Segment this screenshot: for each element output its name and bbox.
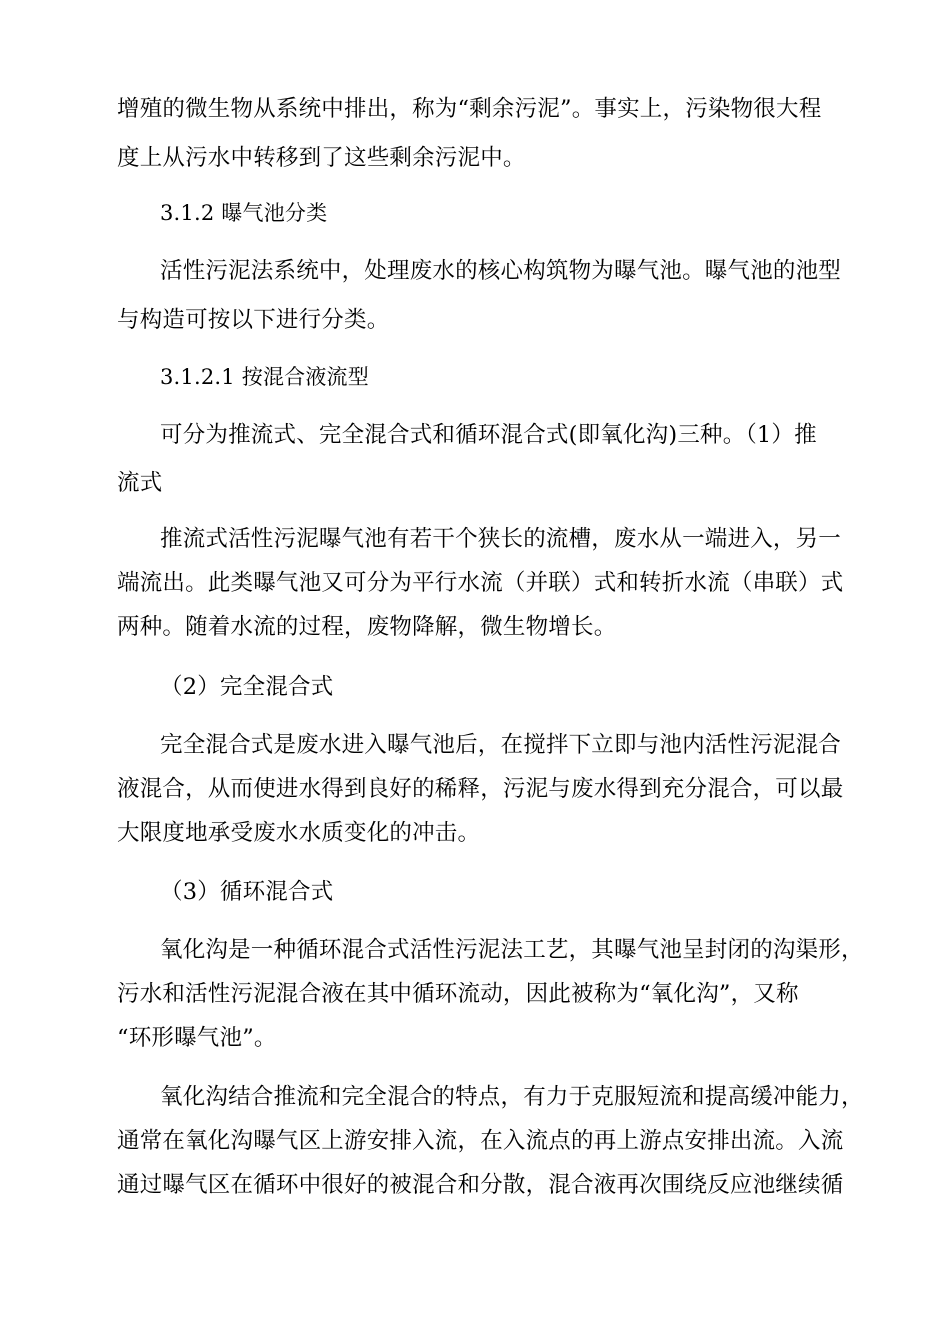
paragraph-line: 通常在氧化沟曝气区上游安排入流，在入流点的再上游点安排出流。入流 — [117, 1128, 844, 1154]
section-heading: 3.1.2.1 按混合液流型 — [160, 365, 369, 389]
paragraph-line: 增殖的微生物从系统中排出，称为“剩余污泥”。事实上，污染物很大程 — [117, 96, 822, 122]
paragraph-line: 推流式活性污泥曝气池有若干个狭长的流槽，废水从一端进入，另一 — [160, 526, 842, 552]
subsection-heading: （3）循环混合式 — [160, 879, 334, 905]
paragraph-line: 液混合，从而使进水得到良好的稀释，污泥与废水得到充分混合，可以最 — [117, 776, 844, 802]
paragraph-line: 氧化沟是一种循环混合式活性污泥法工艺，其曝气池呈封闭的沟渠形， — [160, 937, 864, 963]
paragraph-line: “环形曝气池”。 — [117, 1025, 277, 1051]
paragraph-line: 大限度地承受废水水质变化的冲击。 — [117, 820, 481, 846]
paragraph-line: 污水和活性污泥混合液在其中循环流动，因此被称为“氧化沟”，又称 — [117, 981, 799, 1007]
paragraph-line: 可分为推流式、完全混合式和循环混合式(即氧化沟)三种。（1）推 — [160, 422, 817, 448]
paragraph-line: 氧化沟结合推流和完全混合的特点，有力于克服短流和提高缓冲能力， — [160, 1084, 864, 1110]
paragraph-line: 端流出。此类曝气池又可分为平行水流（并联）式和转折水流（串联）式 — [117, 570, 844, 596]
subsection-heading: （2）完全混合式 — [160, 674, 334, 700]
paragraph-line: 活性污泥法系统中，处理废水的核心构筑物为曝气池。曝气池的池型 — [160, 258, 842, 284]
paragraph-line: 两种。随着水流的过程，废物降解，微生物增长。 — [117, 614, 617, 640]
paragraph-line: 通过曝气区在循环中很好的被混合和分散，混合液再次围绕反应池继续循 — [117, 1172, 844, 1198]
paragraph-line: 流式 — [117, 470, 163, 496]
paragraph-line: 度上从污水中转移到了这些剩余污泥中。 — [117, 145, 526, 171]
paragraph-line: 完全混合式是废水进入曝气池后，在搅拌下立即与池内活性污泥混合 — [160, 732, 842, 758]
section-heading: 3.1.2 曝气池分类 — [160, 201, 328, 225]
paragraph-line: 与构造可按以下进行分类。 — [117, 307, 390, 333]
